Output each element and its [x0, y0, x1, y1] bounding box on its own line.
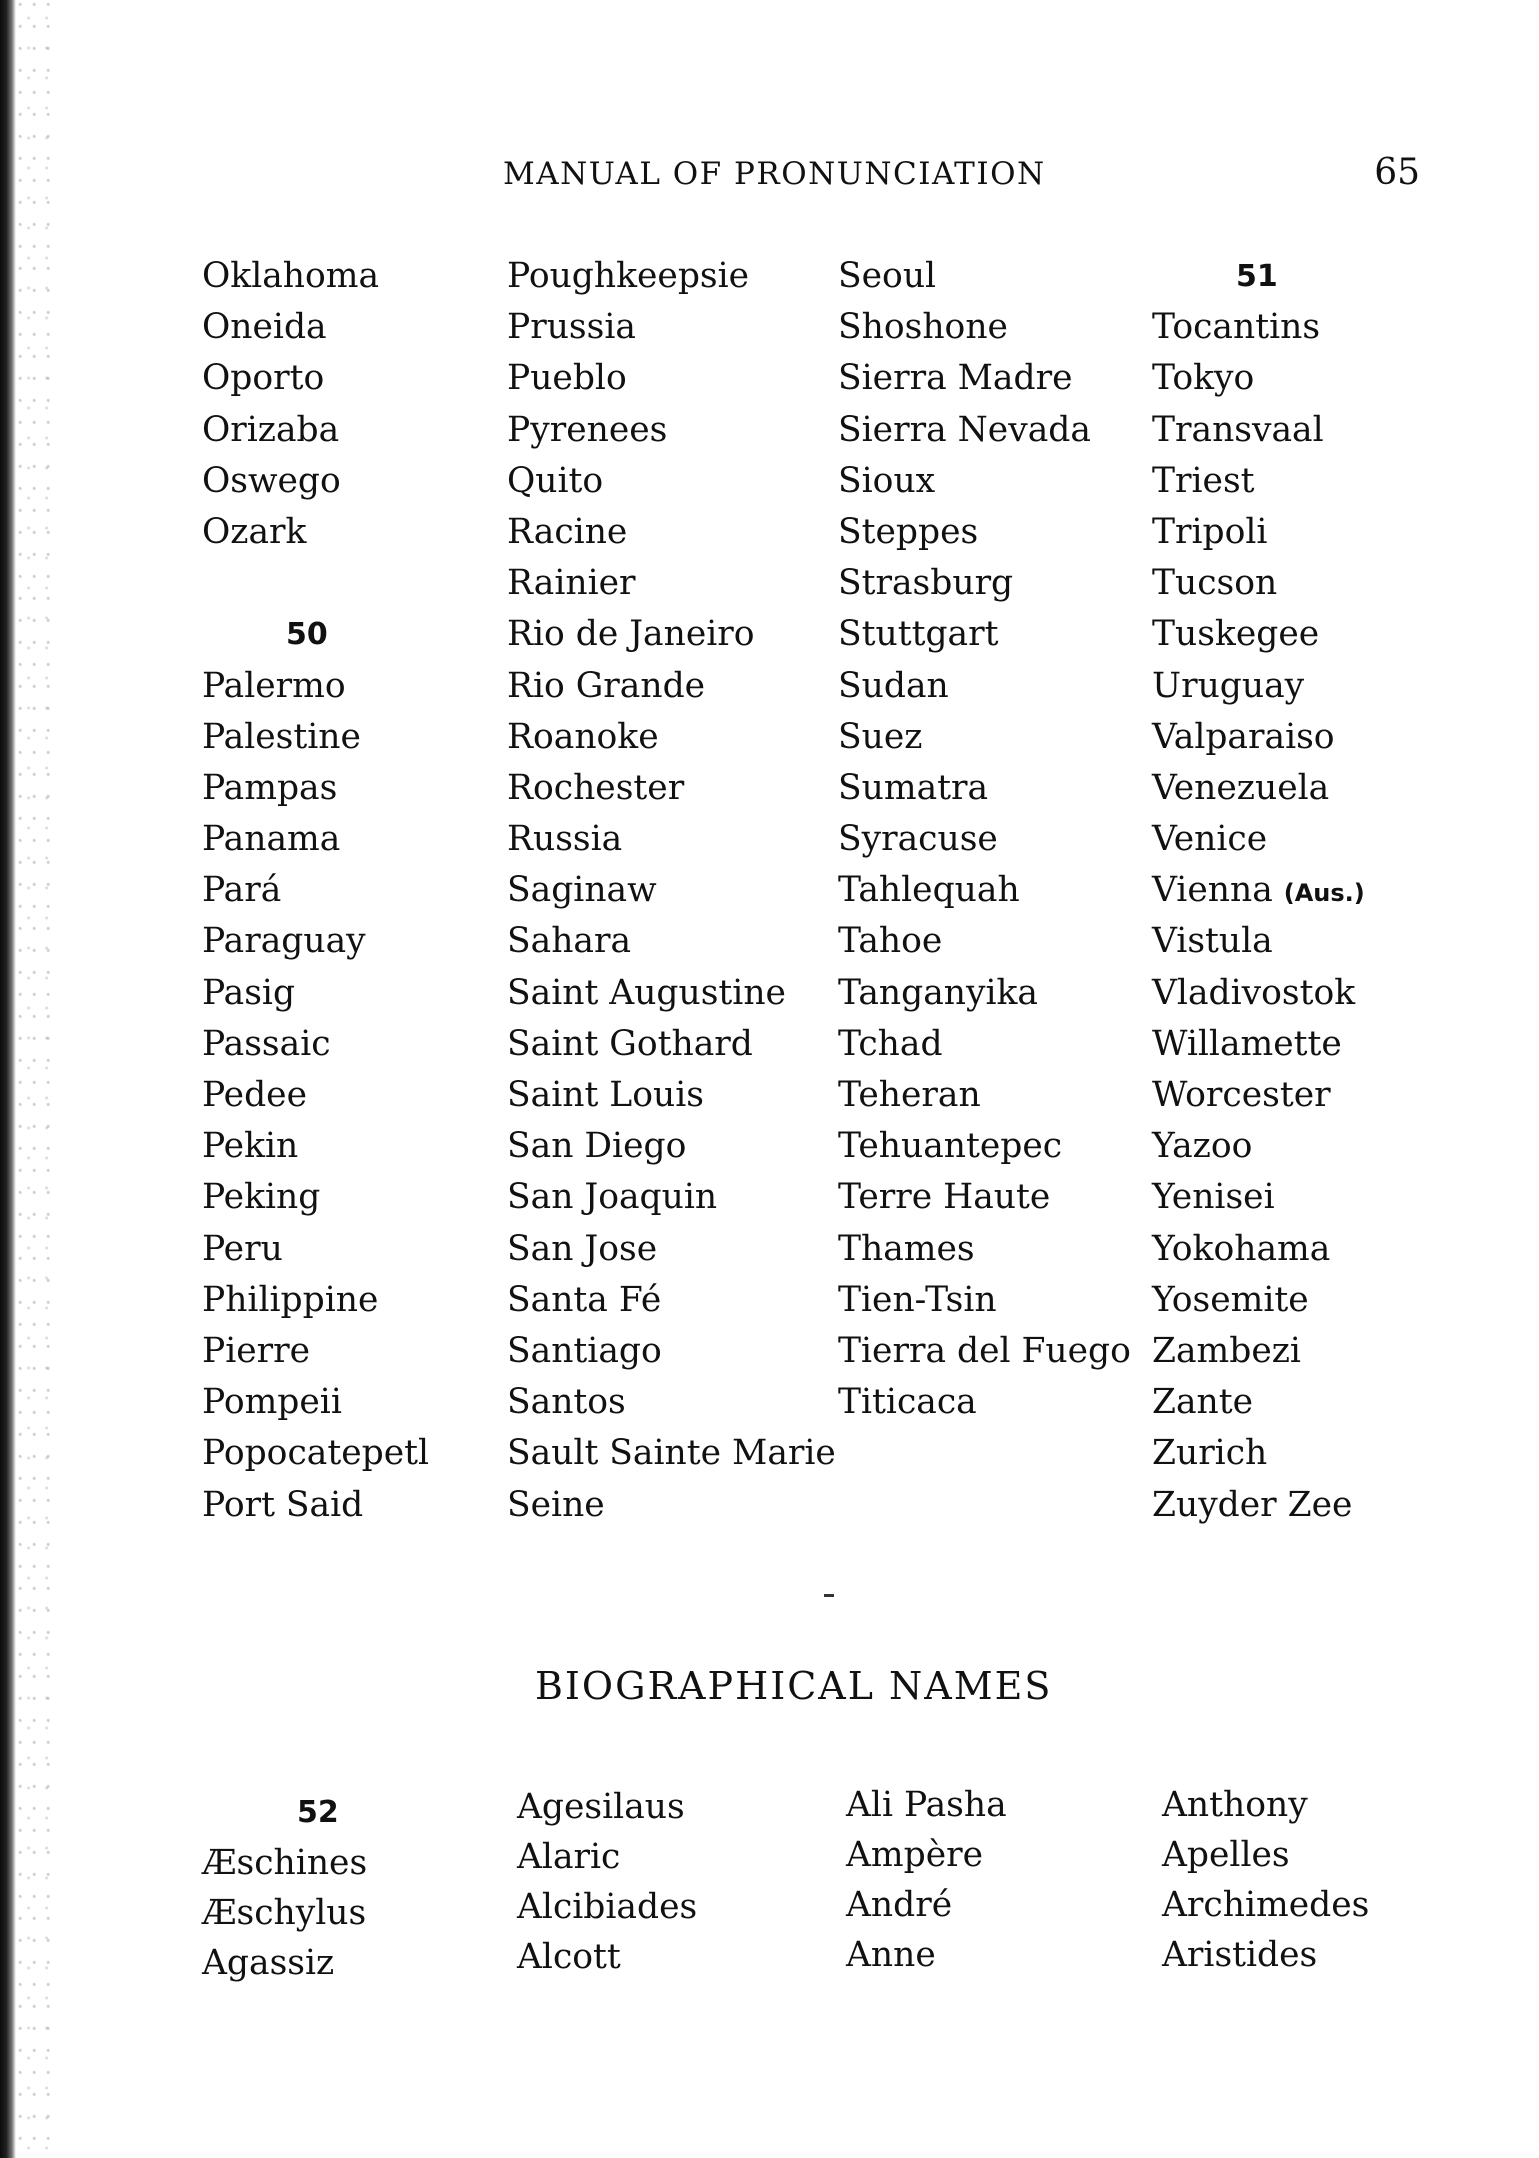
list-item: Aristides	[1162, 1935, 1318, 1975]
list-item: Tokyo	[1152, 358, 1255, 399]
list-item: Passaic	[202, 1023, 331, 1064]
geo-column-d	[1152, 251, 1492, 1531]
running-header: MANUAL OF PRONUNCIATION	[503, 156, 1046, 192]
list-item: Roanoke	[507, 716, 659, 757]
list-item: Alcott	[517, 1937, 621, 1977]
list-item: Tchad	[838, 1023, 943, 1064]
list-item: Oporto	[202, 358, 325, 399]
list-item: Oswego	[202, 460, 341, 501]
list-item: Sioux	[838, 460, 936, 501]
list-item: Venice	[1152, 819, 1268, 860]
list-item: Ozark	[202, 511, 307, 552]
list-spacer	[202, 558, 542, 609]
list-item: Tahlequah	[838, 870, 1020, 911]
list-item: Anthony	[1162, 1785, 1308, 1825]
list-item: Saginaw	[507, 870, 657, 911]
vienna-name: Vienna	[1152, 870, 1273, 911]
list-item: Philippine	[202, 1279, 379, 1320]
list-item: Santa Fé	[507, 1279, 662, 1320]
list-item: San Diego	[507, 1126, 687, 1167]
list-item: Tehuantepec	[838, 1126, 1063, 1167]
list-item: Racine	[507, 511, 628, 552]
scan-noise	[16, 0, 60, 2158]
list-item: Pyrenees	[507, 409, 668, 450]
list-item: Paraguay	[202, 921, 366, 962]
list-item: Alcibiades	[517, 1887, 698, 1927]
list-item: Rio de Janeiro	[507, 614, 755, 655]
list-item: Teheran	[838, 1075, 981, 1115]
list-item: Pedee	[202, 1075, 307, 1115]
list-item: Tuskegee	[1152, 614, 1320, 655]
list-item: Sumatra	[838, 767, 989, 808]
list-item: Æschylus	[202, 1893, 367, 1933]
list-item: Prussia	[507, 307, 636, 348]
list-item: San Joaquin	[507, 1177, 718, 1218]
list-item: Pompeii	[202, 1382, 342, 1423]
list-item: Sierra Madre	[838, 358, 1073, 399]
list-item: Yosemite	[1152, 1279, 1309, 1320]
list-item: Saint Gothard	[507, 1023, 753, 1064]
list-item: Thames	[838, 1228, 975, 1269]
geo-column-c	[838, 251, 1178, 1428]
lesson-number-heading: 52	[297, 1795, 339, 1830]
list-item: Pasig	[202, 972, 296, 1013]
list-item: Oneida	[202, 307, 327, 348]
list-item: Seoul	[838, 256, 937, 296]
list-item: Anne	[846, 1935, 936, 1975]
list-item: Saint Augustine	[507, 972, 786, 1013]
list-item: Venezuela	[1152, 767, 1330, 808]
list-item: Æschines	[202, 1843, 368, 1883]
bio-column-b	[517, 1782, 847, 1982]
list-item: Rochester	[507, 767, 685, 808]
list-item: Steppes	[838, 511, 979, 552]
list-item: Tien-Tsin	[838, 1279, 997, 1320]
list-item: Suez	[838, 716, 923, 757]
list-item: Orizaba	[202, 409, 340, 450]
list-item: Rio Grande	[507, 665, 706, 706]
list-item: Worcester	[1152, 1075, 1331, 1115]
list-item: Willamette	[1152, 1023, 1342, 1064]
list-item: Tripoli	[1152, 511, 1268, 552]
list-item: Yokohama	[1152, 1228, 1331, 1269]
list-item: Pueblo	[507, 358, 627, 399]
list-item: Sierra Nevada	[838, 409, 1091, 450]
list-item: Sudan	[838, 665, 949, 706]
list-item: Syracuse	[838, 819, 998, 860]
list-item: Triest	[1152, 460, 1255, 501]
list-item: Peru	[202, 1228, 283, 1269]
list-item: San Jose	[507, 1228, 658, 1269]
lesson-number-heading: 50	[286, 617, 328, 653]
book-binding-edge	[0, 0, 16, 2158]
list-item: Pampas	[202, 767, 338, 808]
list-item: Pierre	[202, 1330, 311, 1371]
list-item: Palermo	[202, 665, 346, 706]
list-item: Panama	[202, 819, 341, 860]
page-number: 65	[1374, 152, 1420, 193]
geo-column-b	[507, 251, 847, 1531]
list-item: Oklahoma	[202, 256, 380, 296]
lesson-number-heading: 51	[1236, 259, 1278, 294]
list-item: Apelles	[1162, 1835, 1290, 1875]
list-item: Ali Pasha	[846, 1785, 1007, 1825]
list-item: Zurich	[1152, 1433, 1268, 1474]
list-item: Rainier	[507, 563, 636, 604]
bio-column-c	[846, 1780, 1176, 1980]
list-item: Zante	[1152, 1382, 1254, 1423]
list-item: Santiago	[507, 1330, 662, 1371]
list-item: Transvaal	[1152, 409, 1324, 450]
list-item: Uruguay	[1152, 665, 1305, 706]
list-item: Palestine	[202, 716, 361, 757]
list-item: Poughkeepsie	[507, 256, 750, 296]
list-item: Tierra del Fuego	[838, 1330, 1131, 1371]
list-item: Valparaiso	[1152, 716, 1335, 757]
list-item: Yenisei	[1152, 1177, 1275, 1218]
list-item: Peking	[202, 1177, 321, 1218]
list-item: Seine	[507, 1484, 605, 1525]
list-item: Archimedes	[1162, 1885, 1370, 1925]
list-item: Alaric	[517, 1837, 621, 1877]
list-item: Sahara	[507, 921, 632, 962]
list-item: Tucson	[1152, 563, 1278, 604]
list-item: Zambezi	[1152, 1330, 1301, 1371]
bio-column-d	[1162, 1780, 1492, 1980]
list-item: Zuyder Zee	[1152, 1484, 1353, 1525]
list-item-vienna	[1152, 865, 1492, 916]
list-item: Tocantins	[1152, 307, 1321, 348]
list-item: Agassiz	[202, 1943, 335, 1983]
list-item: Ampère	[846, 1835, 984, 1875]
stray-ink-mark	[824, 1594, 834, 1597]
list-item: Popocatepetl	[202, 1433, 430, 1474]
list-item: Vladivostok	[1152, 972, 1356, 1013]
list-item: Port Said	[202, 1484, 364, 1525]
list-item: Santos	[507, 1382, 626, 1423]
list-item: Titicaca	[838, 1382, 977, 1423]
list-item: Russia	[507, 819, 623, 860]
list-item: Tanganyika	[838, 972, 1038, 1013]
list-item: Stuttgart	[838, 614, 999, 655]
list-item: Strasburg	[838, 563, 1014, 604]
list-item: Terre Haute	[838, 1177, 1051, 1218]
list-item: Quito	[507, 460, 604, 501]
vienna-qualifier: (Aus.)	[1283, 879, 1365, 908]
list-item: Yazoo	[1152, 1126, 1253, 1167]
bio-column-a	[202, 1788, 532, 1988]
section-title: BIOGRAPHICAL NAMES	[535, 1664, 1053, 1708]
list-item: Sault Sainte Marie	[507, 1433, 836, 1474]
list-item: Pekin	[202, 1126, 299, 1167]
list-item: Tahoe	[838, 921, 943, 962]
list-item: Agesilaus	[517, 1787, 685, 1827]
geo-column-a	[202, 251, 542, 1531]
list-item: Vistula	[1152, 921, 1273, 962]
list-item: Pará	[202, 870, 282, 911]
list-item: Saint Louis	[507, 1075, 704, 1115]
list-item: Shoshone	[838, 307, 1008, 348]
list-item: André	[846, 1885, 953, 1925]
